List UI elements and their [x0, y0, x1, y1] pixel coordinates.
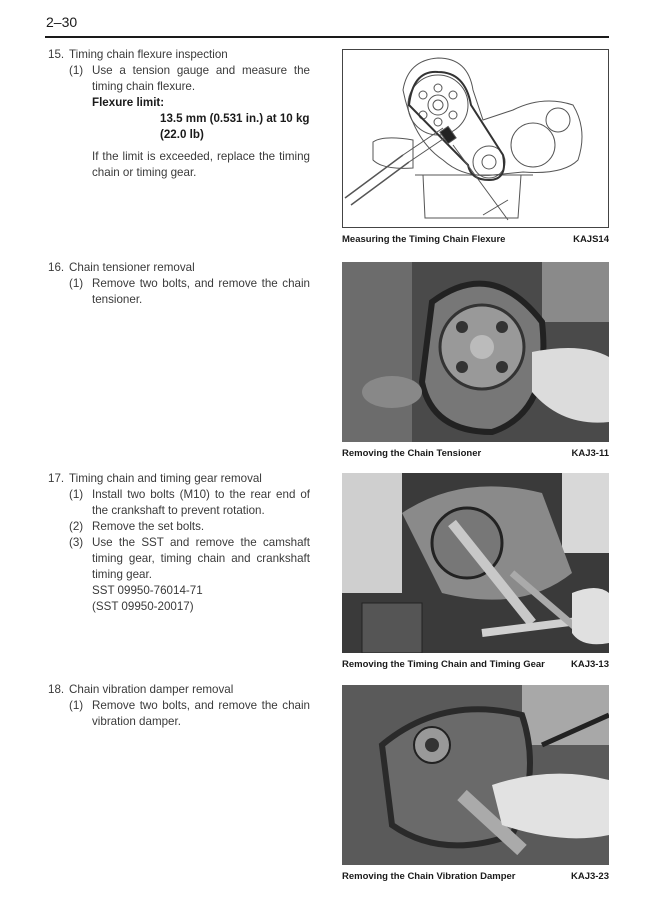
substep-text: Install two bolts (M10) to the rear end of the crankshaft to prevent rotation. — [92, 488, 310, 517]
step-15 — [48, 47, 310, 181]
figure-caption — [342, 448, 609, 459]
figure-code: KAJ3-23 — [570, 871, 609, 882]
timing-chain-diagram — [343, 50, 608, 227]
substep-number: (1) — [69, 488, 84, 501]
spec-label: Flexure limit: — [92, 96, 165, 109]
caption-text: Removing the Chain Tensioner — [342, 448, 482, 459]
figure-code: KAJS14 — [573, 234, 609, 245]
step-number: 15. — [48, 48, 65, 61]
oil-pan — [423, 175, 521, 218]
substep-number: (1) — [69, 64, 84, 77]
substep-number: (2) — [69, 520, 84, 533]
step-number: 17. — [48, 472, 65, 485]
substep-number: (3) — [69, 536, 84, 549]
substep-text: Remove two bolts, and remove the chain tensioner. — [92, 277, 310, 306]
page-number: 2–30 — [46, 14, 78, 30]
step-title: Chain vibration damper removal — [69, 683, 234, 696]
photo-chain-vibration-damper — [342, 685, 609, 865]
step-number: 18. — [48, 683, 65, 696]
photo-timing-chain-gear — [342, 473, 609, 653]
figure-timing-chain-flexure — [342, 49, 609, 245]
figure-chain-tensioner — [342, 262, 609, 459]
step-17 — [48, 471, 310, 615]
substep-text: Use a tension gauge and measure the timing chain flexure. — [92, 64, 310, 93]
photo-chain-tensioner — [342, 262, 609, 442]
figure-code: KAJ3-11 — [571, 448, 609, 459]
header-rule — [45, 36, 609, 38]
figure-code: KAJ3-13 — [570, 659, 609, 670]
timing-chain — [409, 72, 504, 180]
sst-number: SST 09950-76014-71 — [92, 584, 203, 597]
substep-text: Remove two bolts, and remove the chain vibration damper. — [92, 699, 310, 728]
figure-caption — [342, 234, 609, 245]
sst-number-alt: (SST 09950-20017) — [92, 600, 194, 613]
step-title: Timing chain and timing gear removal — [69, 472, 262, 485]
substep-text: Use the SST and remove the camshaft timing gear, timing chain and crankshaft timing gear. — [92, 536, 310, 581]
figure-frame — [342, 49, 609, 228]
measurement-line — [453, 145, 508, 220]
caption-text: Removing the Chain Vibration Damper — [342, 871, 516, 882]
substep-number: (1) — [69, 277, 84, 290]
step-title: Timing chain flexure inspection — [69, 48, 228, 61]
spec-value-imperial: (22.0 lb) — [160, 128, 204, 141]
step-16 — [48, 260, 310, 308]
step-title: Chain tensioner removal — [69, 261, 195, 274]
figure-chain-vibration-damper — [342, 685, 609, 882]
step-18 — [48, 682, 310, 730]
figure-timing-chain-gear — [342, 473, 609, 670]
step-number: 16. — [48, 261, 65, 274]
substep-number: (1) — [69, 699, 84, 712]
figure-caption — [342, 659, 609, 670]
step-note: If the limit is exceeded, replace the timing chain or timing gear. — [92, 150, 310, 179]
spec-value: 13.5 mm (0.531 in.) at 10 kg — [160, 112, 310, 125]
caption-text: Measuring the Timing Chain Flexure — [342, 234, 506, 245]
caption-text: Removing the Timing Chain and Timing Gear — [342, 659, 545, 670]
substep-text: Remove the set bolts. — [92, 520, 205, 533]
figure-caption — [342, 871, 609, 882]
